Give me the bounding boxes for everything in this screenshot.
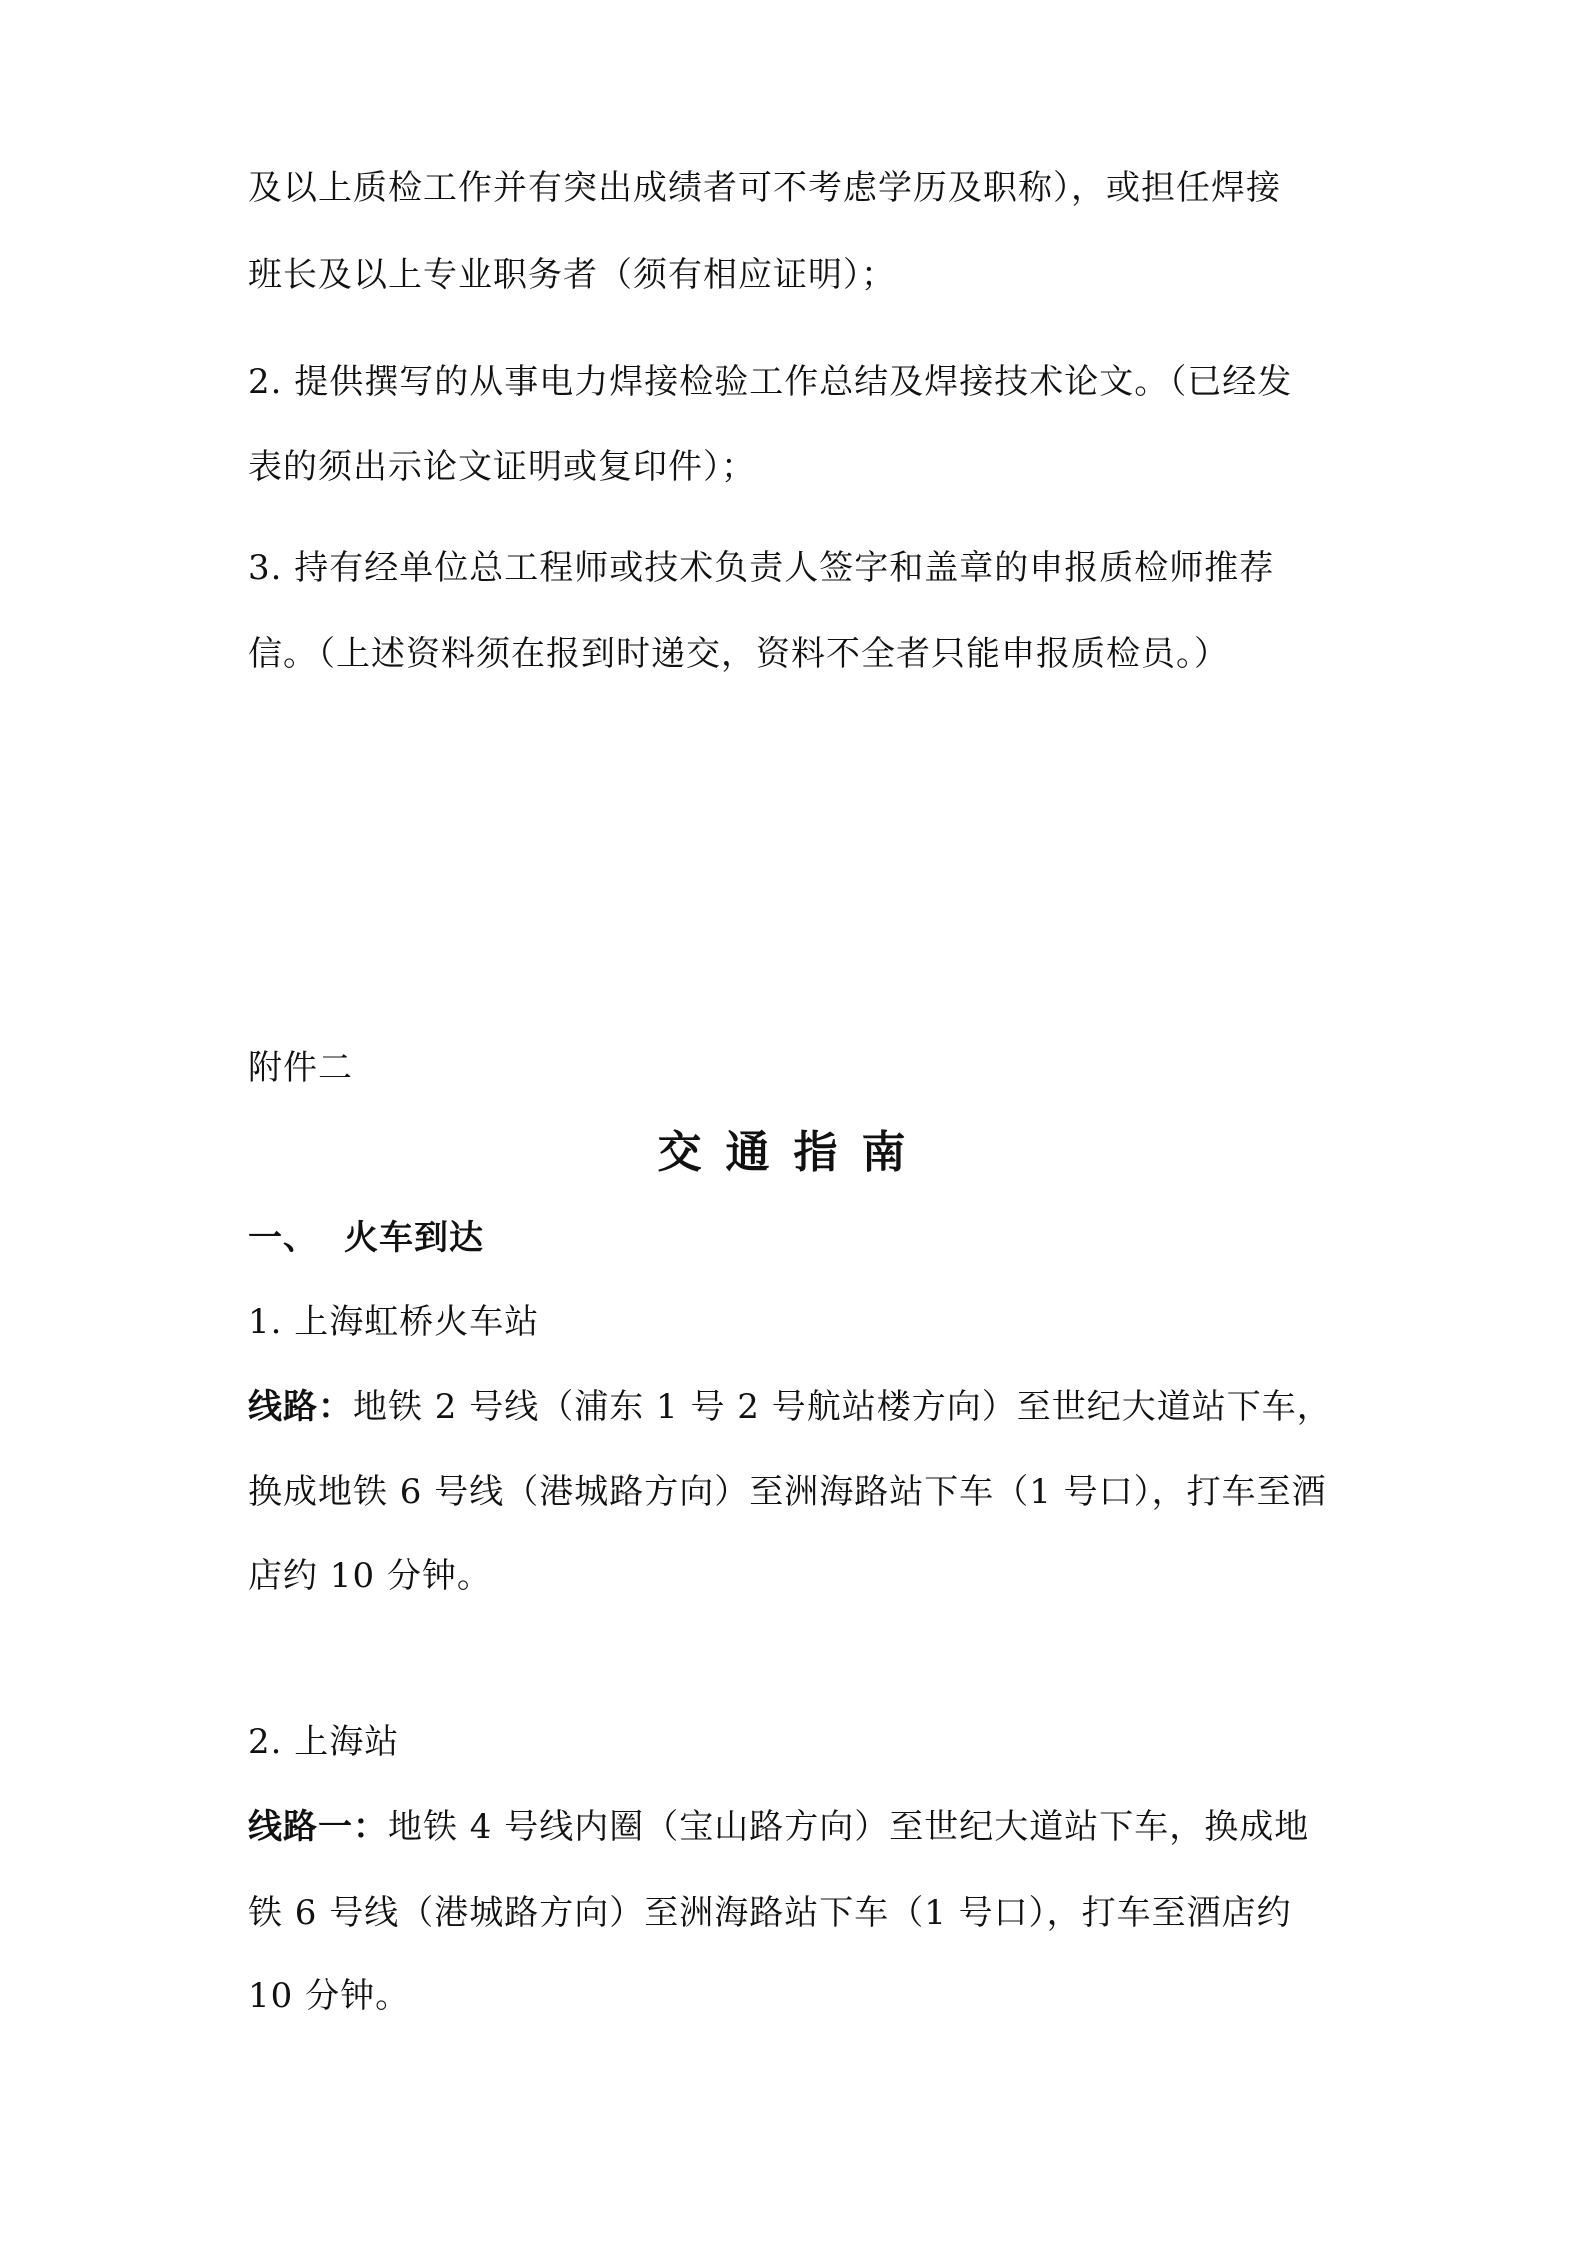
requirement-2-line-1: 2. 提供撰写的从事电力焊接检验工作总结及焊接技术论文。（已经发 [248,362,1293,402]
route-text: 地铁 4 号线内圈（宝山路方向）至世纪大道站下车，换成地 [388,1807,1310,1847]
station-1-name: 1. 上海虹桥火车站 [248,1302,540,1342]
attachment-label: 附件二 [248,1048,353,1088]
station-2-route-line-3: 10 分钟。 [248,1976,411,2016]
station-1-route-line-3: 店约 10 分钟。 [248,1556,492,1596]
station-1-route-line-2: 换成地铁 6 号线（港城路方向）至洲海路站下车（1 号口），打车至酒 [248,1472,1327,1512]
requirement-3-line-2: 信。（上述资料须在报到时递交，资料不全者只能申报质检员。） [248,634,1229,674]
station-2-route-line-1 [248,1807,1309,1847]
section-title: 火车到达 [344,1218,484,1258]
intro-line-1: 及以上质检工作并有突出成绩者可不考虑学历及职称），或担任焊接 [248,168,1281,208]
route-label: 线路： [248,1387,353,1427]
section-number: 一、 [248,1218,318,1258]
page-title: 交通指南 [657,1127,930,1178]
station-2-route-line-2: 铁 6 号线（港城路方向）至洲海路站下车（1 号口），打车至酒店约 [248,1893,1292,1933]
route-text: 地铁 2 号线（浦东 1 号 2 号航站楼方向）至世纪大道站下车， [353,1387,1332,1427]
intro-line-2: 班长及以上专业职务者（须有相应证明）； [248,255,896,295]
requirement-2-line-2: 表的须出示论文证明或复印件）； [248,447,756,487]
section-heading [248,1218,484,1258]
requirement-3-line-1: 3. 持有经单位总工程师或技术负责人签字和盖章的申报质检师推荐 [248,548,1275,588]
route-label: 线路一： [248,1807,388,1847]
station-1-route-line-1 [248,1387,1332,1427]
station-2-name: 2. 上海站 [248,1722,400,1762]
